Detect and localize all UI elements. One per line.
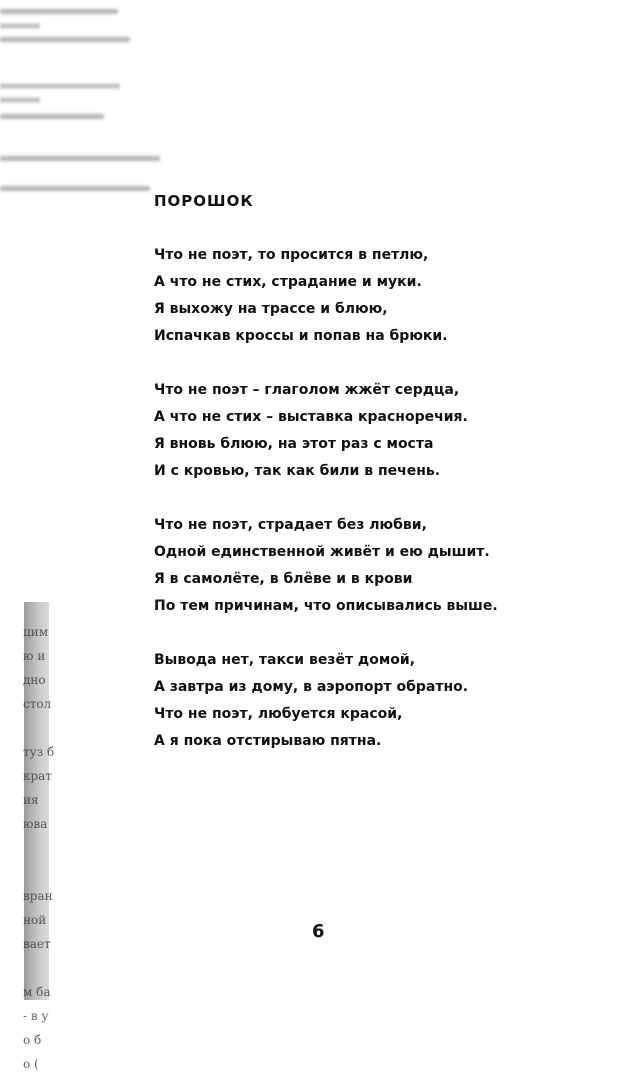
poem-line: Что не поэт, то просится в петлю, — [154, 247, 429, 263]
poem-line: Испачкав кроссы и попав на брюки. — [154, 328, 448, 344]
poem-line: Я в самолёте, в блёве и в крови — [154, 571, 413, 587]
poem-line: А я пока отстирываю пятна. — [154, 733, 382, 749]
poem-line: Что не поэт – глаголом жжёт сердца, — [154, 382, 460, 398]
stanza-3 — [154, 512, 498, 620]
poem-title: ПОРОШОК — [154, 192, 254, 210]
poem-line: Я выхожу на трассе и блюю, — [154, 301, 388, 317]
scanned-margin-strip — [23, 602, 55, 1071]
poem-line: А завтра из дому, в аэропорт обратно. — [154, 679, 469, 695]
stanza-4 — [154, 647, 468, 755]
page-number: 6 — [312, 921, 325, 942]
poem-line: Что не поэт, любуется красой, — [154, 706, 403, 722]
poem-line: Вывода нет, такси везёт домой, — [154, 652, 416, 668]
poem-line: И с кровью, так как били в печень. — [154, 463, 441, 479]
margin-scan-text: цим ю и дно стол туз б крат ия юва вран ной вает м ба - в у о б о ( — [23, 625, 55, 1071]
poem-line: Я вновь блюю, на этот раз с моста — [154, 436, 434, 452]
poem-line: Одной единственной живёт и ею дышит. — [154, 544, 490, 560]
poem-line: А что не стих, страдание и муки. — [154, 274, 422, 290]
poem-line: А что не стих – выставка красноречия. — [154, 409, 468, 425]
poem-line: По тем причинам, что описывались выше. — [154, 598, 498, 614]
poem-line: Что не поэт, страдает без любви, — [154, 517, 427, 533]
stanza-2 — [154, 377, 468, 485]
stanza-1 — [154, 242, 448, 350]
